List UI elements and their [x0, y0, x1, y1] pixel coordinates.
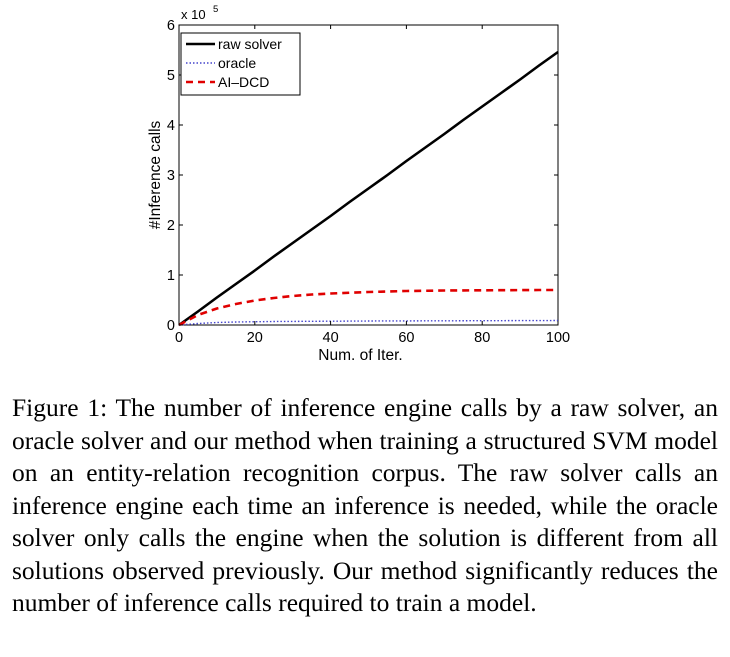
figure-caption: Figure 1: The number of inference engine calls by a raw solver, an oracle solver and our method when training a structured SVM model on an entity-relation recognition corpus. The raw solver calls an inference engine each time an inference is needed, while the oracle solver only calls the engine when the solution is different from all solutions observed previously. Our method significantly reduces the number of inference calls required to train a model. [12, 393, 718, 617]
y-axis-label: #Inference calls [147, 120, 164, 230]
y-tick-label: 2 [166, 218, 175, 234]
y-tick-label: 6 [166, 18, 175, 34]
legend-label: oracle [218, 55, 257, 71]
x-tick-label: 20 [246, 330, 263, 346]
y-tick-label: 0 [166, 318, 175, 334]
y-multiplier-label: x 10 [181, 7, 206, 22]
x-tick-label: 0 [174, 330, 184, 346]
legend-label: AI–DCD [218, 74, 270, 90]
x-tick-label: 60 [398, 330, 415, 346]
x-tick-label: 80 [474, 330, 491, 346]
y-tick-label: 5 [166, 68, 175, 84]
y-multiplier-exponent: 5 [213, 4, 219, 15]
x-tick-label: 100 [545, 330, 571, 346]
x-tick-label: 40 [322, 330, 339, 346]
y-tick-label: 3 [166, 168, 175, 184]
legend-label: raw solver [218, 36, 282, 52]
y-tick-label: 1 [166, 268, 175, 284]
y-tick-label: 4 [166, 118, 175, 134]
x-axis-label: Num. of Iter. [318, 347, 403, 364]
